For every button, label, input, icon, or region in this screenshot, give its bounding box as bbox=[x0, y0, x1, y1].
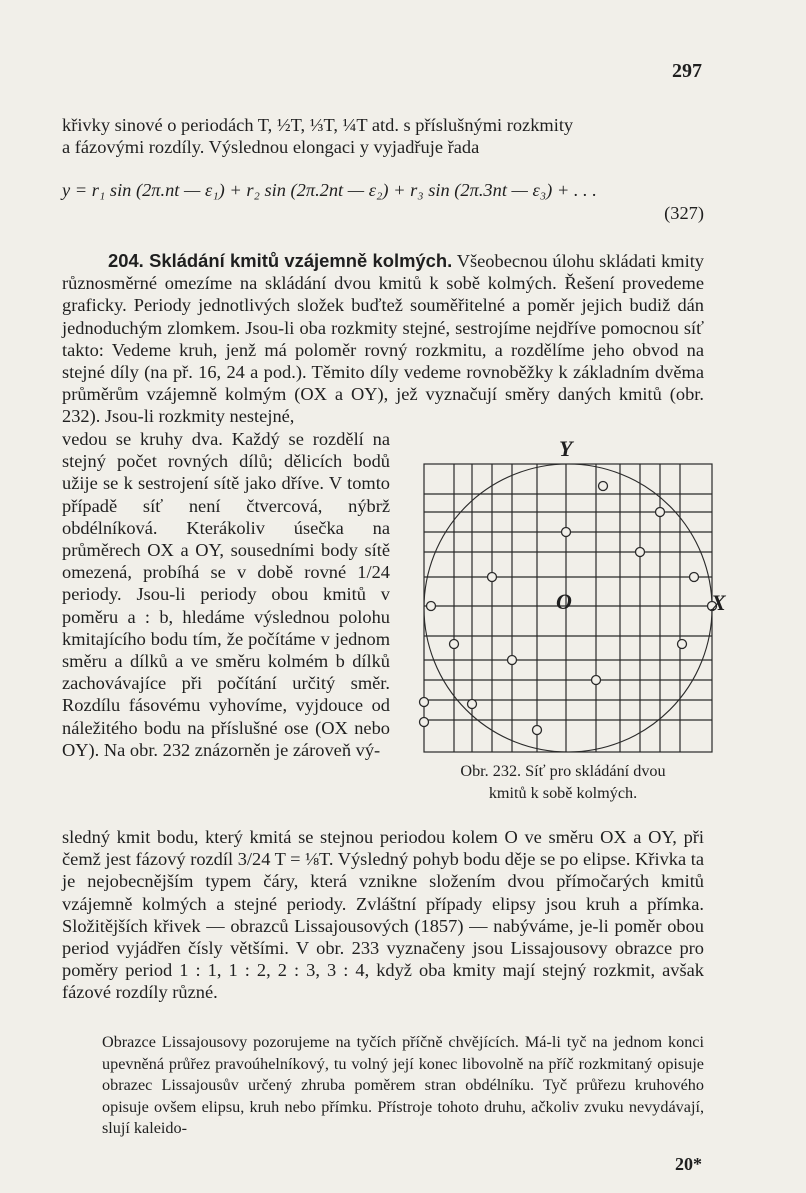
intro-text bbox=[62, 114, 704, 158]
section-204-full-width bbox=[62, 250, 704, 428]
axis-label-x: X bbox=[711, 590, 726, 615]
origin-label-o: O bbox=[556, 589, 572, 614]
figure-232-grid bbox=[406, 432, 746, 762]
axis-label-y: Y bbox=[559, 436, 573, 461]
formula-number: (327) bbox=[664, 203, 704, 223]
note-text: Obrazce Lissajousovy pozorujeme na tyčích příčně chvějících. Má-li tyč na jednom konci upevněná průřez pravoúhelníkový, tu volný její konec libovolně na příč rozkmitaný opisuje obrazec Lissajousův určený zhruba poměrem stran obdélníku. Tyč průřezu kruhového opisuje ovšem elipsu, kruh nebo přímku. Přístroje tohoto druhu, ačkoliv zvuku nevydávají, slují kaleido- bbox=[102, 1033, 704, 1137]
section-paragraph-narrow-column bbox=[62, 428, 390, 761]
formula-327: y = r₁ sin (2π.nt — ε₁) + r₂ sin (2π.2nt — ε₂) + r₃ sin (2π.3nt — ε₃) + . . . bbox=[62, 180, 597, 200]
caption-line-1: Obr. 232. Síť pro skládání dvou bbox=[460, 762, 666, 780]
signature-mark: 20* bbox=[675, 1154, 702, 1174]
page-number: 297 bbox=[672, 60, 702, 82]
caption-line-2: kmitů k sobě kolmých. bbox=[488, 784, 638, 802]
section-paragraph-bottom-column bbox=[62, 826, 704, 1004]
section-paragraph-full: Všeobecnou úlohu skládati kmity různosměrné omezíme na skládání dvou kmitů k sobě kolmých. Řešení provedeme graficky. Periody jednotlivých složek buďtež souměřitelné a poměr jejich budiž dán jednoduchým zlomkem. Jsou-li oba rozkmity stejné, sestrojíme nejdříve pomocnou síť takto: Vedeme kruh, jenž má poloměr rovný rozkmitu, a rozdělíme jeho obvod na stejné díly (na př. 16, 24 a pod.). Těmito díly vedeme rovnoběžky k základním dvěma průměrům vzájemně kolmým (OX a OY), jež vyznačují směry daných kmitů (obr. 232). Jsou-li rozkmity nestejné, bbox=[62, 251, 704, 427]
figure-caption bbox=[413, 760, 713, 804]
intro-line-2: a fázovými rozdíly. Výslednou elongaci y vyjadřuje řada bbox=[62, 137, 480, 158]
note-paragraph bbox=[102, 1032, 704, 1140]
section-heading: 204. Skládání kmitů vzájemně kolmých. bbox=[108, 250, 453, 271]
intro-line-1: křivky sinové o periodách T, ½T, ⅓T, ¼T atd. s příslušnými rozkmity bbox=[62, 115, 574, 135]
section-paragraph-narrow: vedou se kruhy dva. Každý se rozdělí na stejný počet rovných dílů; dělicích bodů užije se k sestrojení sítě jako dříve. V tomto případě síť není čtvercová, nýbrž obdélníková. Kterákoliv úsečka na průměrech OX a OY, sousedními body sítě omezená, probíhá se v době rovné 1/24 periody. Jsou-li periody obou kmitů v poměru a : b, hledáme výslednou polohu kmitajícího bodu tím, že počítáme v jednom směru a dílků a ve směru kolmém b dílků zachovávajíce při počítání určitý směr. Rozdílu fásovému vyhovíme, vyjdouce od náležitého bodu na příslušné ose (OX nebo OY). Na obr. 232 znázorněn je zároveň vý- bbox=[62, 429, 390, 760]
section-paragraph-bottom: sledný kmit bodu, který kmitá se stejnou periodou kolem O ve směru OX a OY, při čemž jest fázový rozdíl 3/24 T = ⅛T. Výsledný pohyb bodu děje se po elipse. Křivka ta je nejobecnějším typem čáry, která vznikne složením dvou přímočarých kmitů vzájemně kolmých a stejné periody. Zvláštní případy elipsy jsou kruh a přímka. Složitějších křivek — obrazců Lissajousových (1857) — nabýváme, je-li poměr obou period vyjádřen čísly většími. V obr. 233 vyznačeny jsou Lissajousovy obrazce pro poměry period 1 : 1, 1 : 2, 2 : 3, 3 : 4, když oba kmity mají stejný rozkmit, avšak fázové rozdíly různé. bbox=[62, 827, 704, 1003]
